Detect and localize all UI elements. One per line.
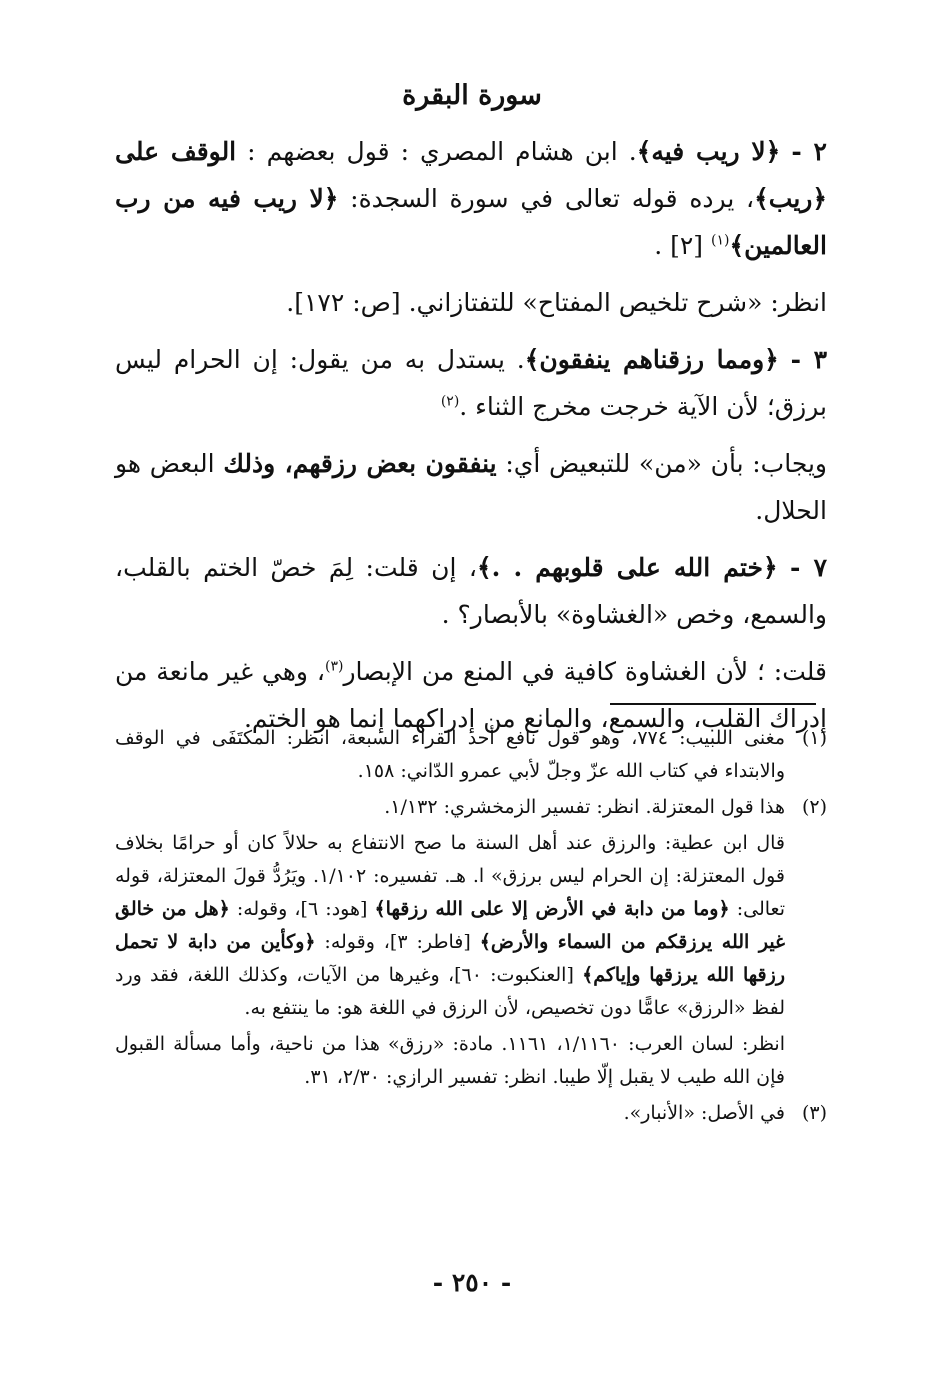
footnote-number: (٢) [801, 796, 827, 818]
main-text [115, 128, 827, 752]
paragraph-text: ، إن قلت: لِمَ خصّ الختم بالقلب، والسمع، وخص «الغشاوة» بالأبصار؟ . [115, 553, 827, 629]
footnote-marker[interactable]: (٣) [324, 658, 344, 675]
paragraph-text: . يستدل به من يقول: إن الحرام ليس برزق؛ لأن الآية خرجت مخرج الثناء . [115, 345, 827, 421]
verse-number: ٧ - [790, 553, 827, 582]
verse-reference: [٢] . [654, 231, 711, 260]
paragraph-verse-3 [115, 336, 827, 430]
footnote-2-continuation [115, 827, 827, 1025]
page-number: - ٢٥٠ - [432, 1268, 512, 1297]
source-reference: انظر: «شرح تلخيص المفتاح» للتفتازاني. [ص: ١٧٢]. [286, 288, 827, 317]
footnote-text: قال ابن عطية: والرزق عند أهل السنة ما صح الانتفاع به حلالاً كان أو حرامًا بخلاف قول المعتزلة: إن الحرام ليس برزق» ا. هـ. تفسيره: ١/١٠٢. ويَرُدُّ قولَ المعتزلة، قوله تعالى: [115, 832, 785, 920]
paragraph-text: ويجاب: بأن «من» للتبعيض أي: [496, 449, 828, 478]
quran-quote: ﴿لا ريب فيه من رب العالمين﴾ [115, 184, 827, 260]
bold-phrase: ينفقون بعض رزقهم، وذلك [223, 449, 497, 478]
footnote-2 [115, 791, 827, 824]
paragraph-verse-2 [115, 128, 827, 269]
quran-quote: ﴿لا ريب فيه﴾ [636, 137, 781, 166]
footnote-number: (٣) [801, 1102, 827, 1124]
footnote-text: هذا قول المعتزلة. انظر: تفسير الزمخشري: ١/١٣٢. [384, 796, 785, 818]
footnote-text: [العنكبوت: ٦٠]، وغيرها من الآيات، وكذلك اللغة، فقد ورد لفظ «الرزق» عامًّا دون تخصيص، لأن الرزق في اللغة هو: ما ينتفع به. [115, 964, 785, 1019]
paragraph-text: البعض هو الحلال. [115, 449, 827, 525]
footnote-number: (١) [801, 727, 827, 749]
verse-number: ٢ - [791, 137, 827, 166]
quran-quote: ﴿وما من دابة في الأرض إلا على الله رزقها﴾ [374, 898, 730, 920]
footnote-3 [115, 1097, 827, 1130]
paragraph-text: ، وهي غير مانعة من إدراك القلب، والسمع، والمانع من إدراكهما إنما هو الختم. [115, 657, 827, 733]
footnote-marker[interactable]: (٢) [440, 393, 460, 410]
quran-quote: ﴿ختم الله على قلوبهم . .﴾ [476, 553, 778, 582]
footnote-1 [115, 722, 827, 788]
bold-phrase: الوقف على ﴿ريب﴾ [115, 137, 828, 213]
footnote-marker[interactable]: (١) [710, 232, 730, 249]
paragraph-text: قلت: ؛ لأن الغشاوة كافية في المنع من الإبصار [343, 657, 828, 686]
footnote-text: [هود: ٦]، وقوله: [229, 898, 375, 920]
footnote-text: [فاطر: ٣]، وقوله: [315, 931, 480, 953]
footnote-divider [610, 703, 816, 705]
paragraph-text: . ابن هشام المصري : قول بعضهم : [236, 137, 637, 166]
verse-number: ٣ - [790, 345, 828, 374]
footnote-text: مغنى اللبيب: ٧٧٤، وهو قول نافع أحد القراء السبعة، انظر: المكتَفَى في الوقف والابتداء في كتاب الله عزّ وجلّ لأبي عمرو الدّاني: ١٥٨. [115, 727, 786, 782]
paragraph-verse-7 [115, 544, 827, 638]
quran-quote: ﴿ومما رزقناهم ينفقون﴾ [524, 345, 779, 374]
footnote-2-source: انظر: لسان العرب: ١/١١٦٠، ١١٦١. مادة: «رزق» هذا من ناحية، وأما مسألة القبول فإن الله طيب لا يقبل إلّا طيبا. انظر: تفسير الرازي: ٢/٣٠، ٣١. [115, 1033, 785, 1088]
footnote-text: في الأصل: «الأنبار». [623, 1102, 785, 1124]
quran-quote: ﴿وكأين من دابة لا تحمل رزقها الله يرزقها وإياكم﴾ [115, 931, 785, 986]
quran-quote: ﴿هل من خالق غير الله يرزقكم من السماء والأرض﴾ [115, 898, 785, 953]
paragraph-text: ، يرده قوله تعالى في سورة السجدة: [338, 184, 755, 213]
paragraph-answer [115, 440, 827, 534]
footnotes [115, 722, 827, 1133]
running-header: سورة البقرة [402, 80, 542, 111]
